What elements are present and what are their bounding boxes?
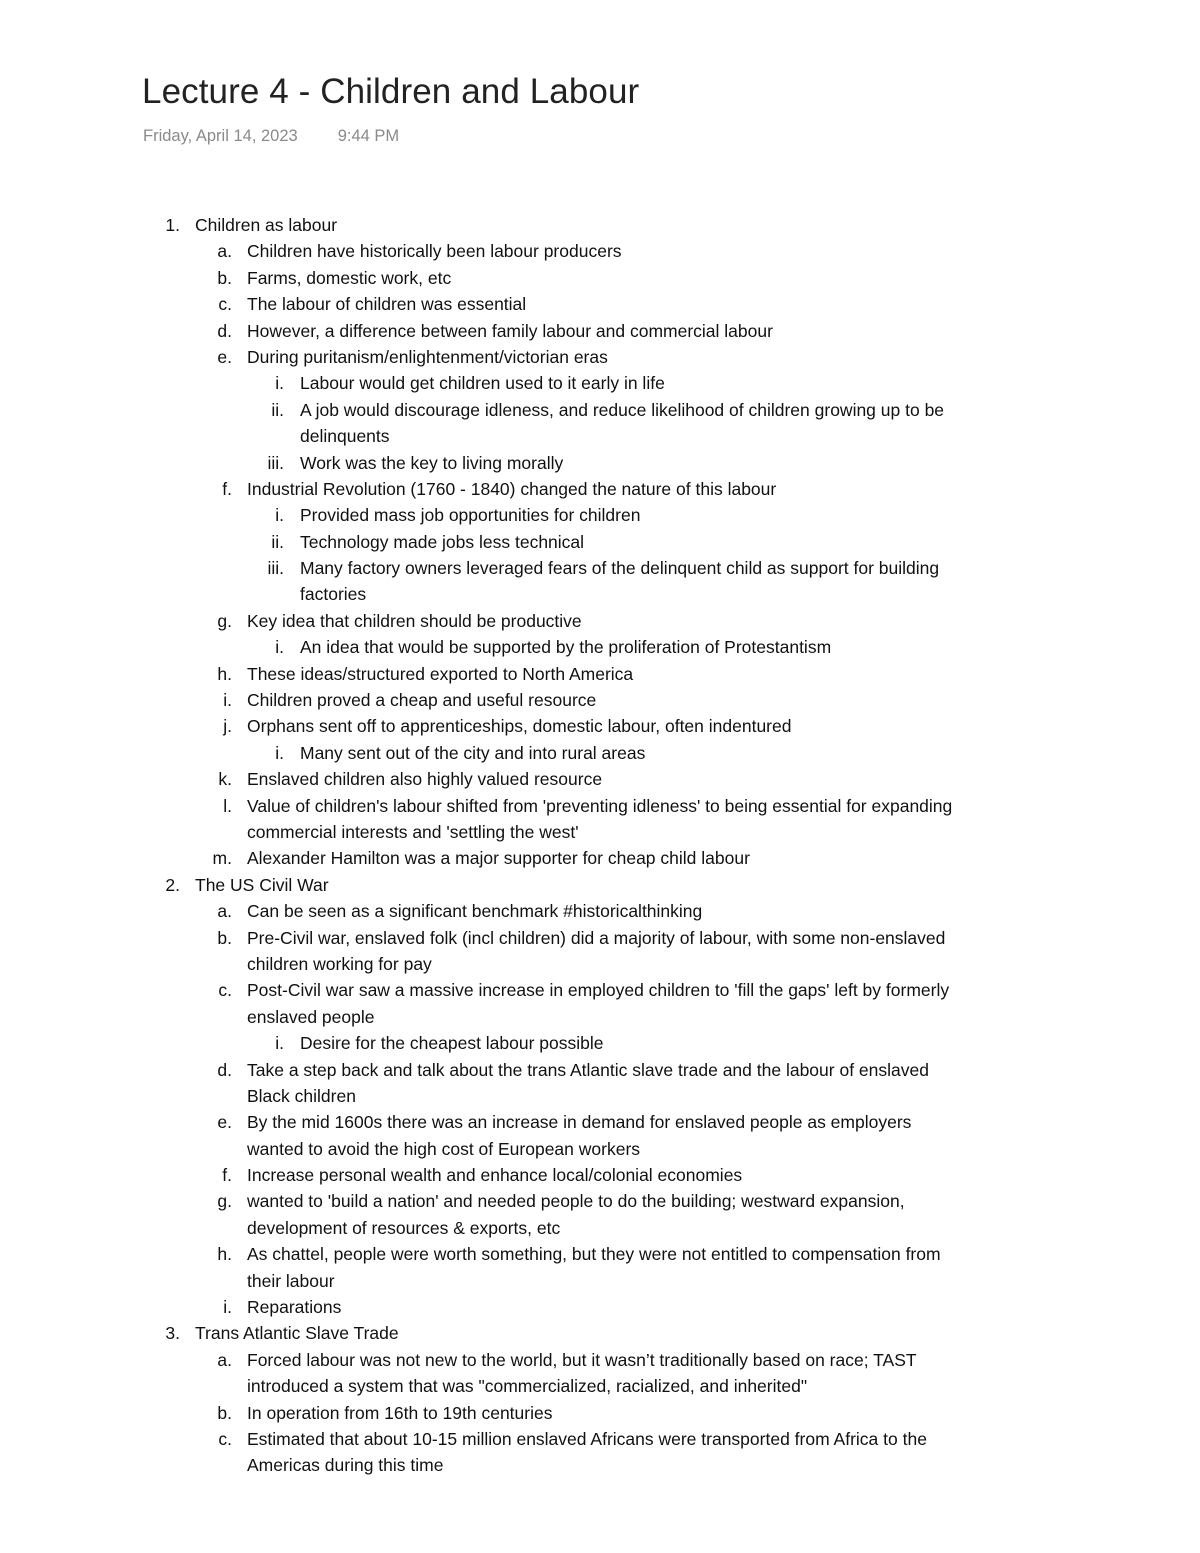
list-item-continuation: development of resources & exports, etc	[247, 1217, 561, 1238]
list-item: b. In operation from 16th to 19th centuries	[217, 1402, 553, 1423]
list-item: g. Key idea that children should be productive	[217, 610, 582, 631]
list-item: h. As chattel, people were worth something, but they were not entitled to compensation from	[217, 1244, 941, 1265]
list-item: a. Children have historically been labour producers	[217, 241, 622, 262]
page-title: Lecture 4 - Children and Labour	[142, 72, 640, 111]
page-date: Friday, April 14, 2023	[143, 127, 298, 145]
list-item: a. Forced labour was not new to the world, but it wasn’t traditionally based on race; TAST	[217, 1349, 917, 1370]
list-item: c. Estimated that about 10-15 million enslaved Africans were transported from Africa to the	[218, 1428, 927, 1449]
list-item: m. Alexander Hamilton was a major supporter for cheap child labour	[212, 848, 750, 869]
list-item: l. Value of children's labour shifted from 'preventing idleness' to being essential for expanding	[223, 795, 953, 816]
list-item: i. Reparations	[223, 1297, 342, 1318]
list-item-continuation: introduced a system that was "commercialized, racialized, and inherited"	[247, 1376, 808, 1397]
list-item: i. Children proved a cheap and useful resource	[223, 690, 597, 711]
list-item-continuation: enslaved people	[247, 1006, 375, 1027]
list-item-continuation: commercial interests and 'settling the west'	[247, 821, 579, 842]
list-item: f. Industrial Revolution (1760 - 1840) changed the nature of this labour	[222, 478, 777, 499]
list-item: i. Desire for the cheapest labour possible	[275, 1033, 604, 1054]
list-item-continuation: Americas during this time	[247, 1455, 444, 1476]
list-item: ii. A job would discourage idleness, and reduce likelihood of children growing up to be	[271, 399, 945, 420]
list-item: i. Many sent out of the city and into rural areas	[275, 742, 646, 763]
list-item-continuation: wanted to avoid the high cost of European workers	[247, 1138, 641, 1159]
list-item-continuation: children working for pay	[247, 953, 432, 974]
list-item-continuation: delinquents	[300, 426, 390, 447]
list-item: e. By the mid 1600s there was an increase in demand for enslaved people as employers	[217, 1112, 912, 1133]
outline-list	[0, 212, 1200, 1479]
list-item: i. Provided mass job opportunities for children	[275, 505, 641, 526]
list-item: i. An idea that would be supported by the proliferation of Protestantism	[275, 637, 832, 658]
list-item: b. Pre-Civil war, enslaved folk (incl children) did a majority of labour, with some non-enslaved	[217, 927, 946, 948]
list-item: c. The labour of children was essential	[218, 294, 527, 315]
list-item: i. Labour would get children used to it early in life	[275, 373, 665, 394]
page-time: 9:44 PM	[337, 127, 400, 145]
list-item: j. Orphans sent off to apprenticeships, domestic labour, often indentured	[223, 716, 792, 737]
page-timestamp	[143, 127, 399, 146]
list-item: a. Can be seen as a significant benchmark #historicalthinking	[217, 901, 703, 922]
list-item: 1. Children as labour	[165, 215, 338, 235]
list-item-continuation: Black children	[247, 1085, 356, 1106]
list-item: 3. Trans Atlantic Slave Trade	[165, 1323, 399, 1344]
list-item: 2. The US Civil War	[165, 874, 329, 895]
list-item: d. However, a difference between family labour and commercial labour	[217, 320, 773, 341]
list-item: d. Take a step back and talk about the trans Atlantic slave trade and the labour of enslaved	[217, 1059, 929, 1080]
list-item-continuation: their labour	[247, 1270, 335, 1291]
list-item: iii. Many factory owners leveraged fears of the delinquent child as support for building	[267, 558, 940, 579]
list-item: h. These ideas/structured exported to North America	[217, 663, 634, 684]
list-item: c. Post-Civil war saw a massive increase in employed children to 'fill the gaps' left by formerly	[218, 980, 950, 1001]
list-item: e. During puritanism/enlightenment/victorian eras	[217, 346, 608, 367]
list-item: k. Enslaved children also highly valued resource	[218, 769, 603, 790]
list-item: iii. Work was the key to living morally	[267, 452, 564, 473]
list-item: g. wanted to 'build a nation' and needed people to do the building; westward expansion,	[217, 1191, 905, 1212]
list-item: ii. Technology made jobs less technical	[271, 531, 585, 552]
list-item: b. Farms, domestic work, etc	[217, 267, 452, 288]
list-item: f. Increase personal wealth and enhance local/colonial economies	[222, 1165, 743, 1186]
list-item-continuation: factories	[300, 584, 367, 605]
